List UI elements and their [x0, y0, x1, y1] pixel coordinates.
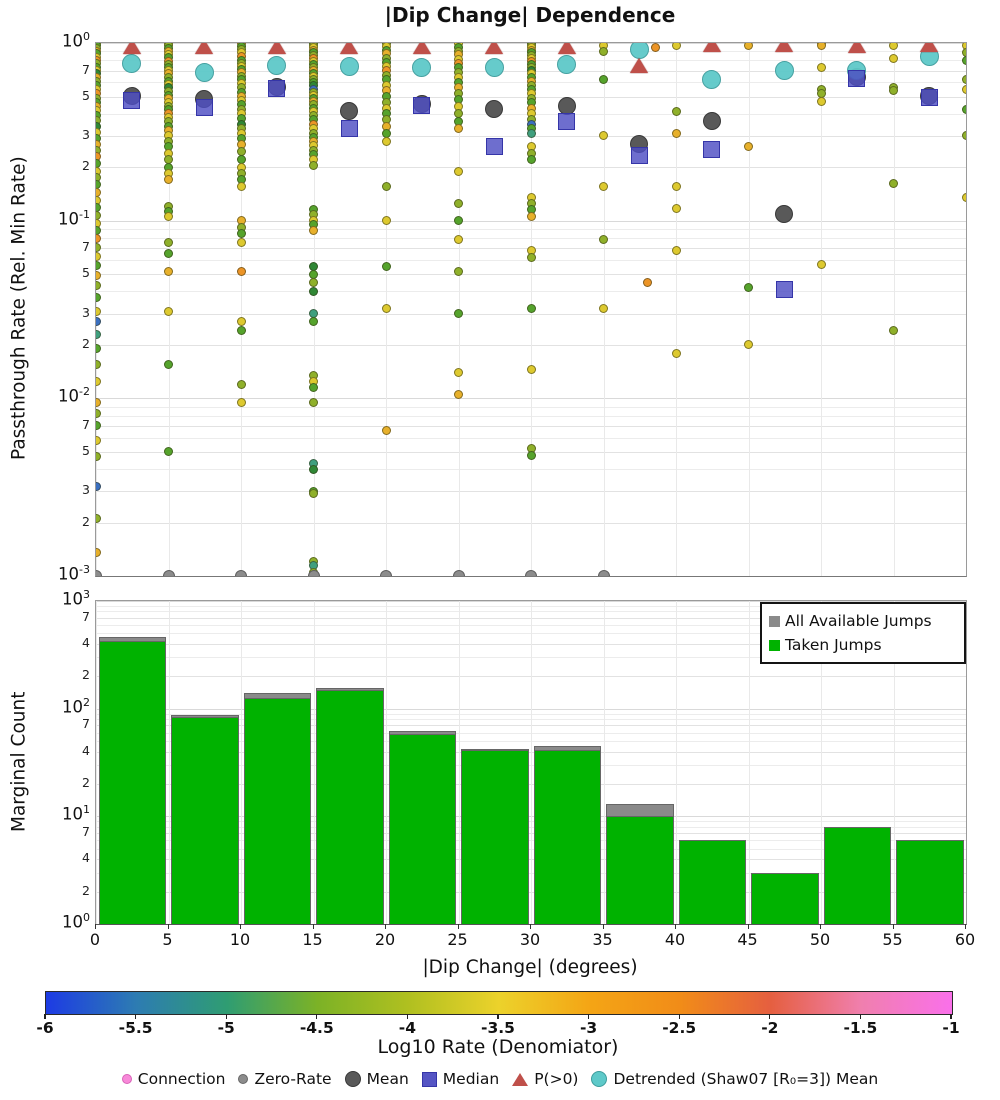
scatter-point: [599, 182, 608, 191]
scatter-point: [309, 398, 318, 407]
x-tick-label: 45: [737, 930, 758, 949]
scatter-point: [309, 383, 318, 392]
y-tick-label: 2: [82, 774, 90, 790]
p-gt0-marker: [920, 42, 938, 52]
bar-taken-jumps: [171, 717, 239, 924]
y-tick-label: $10^2$: [62, 695, 90, 717]
scatter-point: [672, 182, 681, 191]
x-axis-label: |Dip Change| (degrees): [422, 957, 638, 978]
y-tick-label: $10^{-2}$: [58, 385, 90, 406]
scatter-point: [164, 175, 173, 184]
scatter-point: [309, 465, 318, 474]
scatter-point: [599, 131, 608, 140]
scatter-point: [237, 398, 246, 407]
bar-taken-jumps: [244, 698, 312, 924]
y-tick-label: 7: [82, 61, 90, 77]
y-tick-label: 7: [82, 608, 90, 624]
median-marker: [848, 70, 865, 87]
scatter-point: [962, 193, 968, 202]
x-tick-mark: [530, 924, 531, 929]
scatter-point: [95, 548, 101, 557]
x-tick-mark: [893, 924, 894, 929]
scatter-point: [643, 278, 652, 287]
scatter-point: [309, 317, 318, 326]
median-marker: [558, 113, 575, 130]
scatter-point: [237, 326, 246, 335]
scatter-point: [454, 124, 463, 133]
gridline: [676, 43, 677, 576]
colorbar-tick-label: -4.5: [299, 1019, 334, 1037]
scatter-point: [95, 330, 101, 339]
scatter-point: [651, 43, 660, 52]
zero-rate-point: [453, 570, 465, 577]
y-tick-label: 4: [82, 850, 90, 866]
p-gt0-marker: [630, 58, 648, 73]
scatter-point: [309, 226, 318, 235]
colorbar: [45, 991, 953, 1015]
gridline: [314, 601, 315, 924]
scatter-point: [454, 235, 463, 244]
median-marker: [776, 281, 793, 298]
scatter-point: [527, 129, 536, 138]
legend-label: Taken Jumps: [785, 636, 882, 655]
y-tick-label: 7: [82, 716, 90, 732]
scatter-point: [309, 489, 318, 498]
x-tick-label: 10: [229, 930, 251, 949]
scatter-point: [382, 262, 391, 271]
scatter-point: [744, 142, 753, 151]
bar-taken-jumps: [824, 827, 892, 924]
y-tick-label: $10^1$: [62, 803, 90, 824]
p-gt0-marker: [195, 42, 213, 54]
scatter-point: [817, 63, 826, 72]
y-tick-label: 4: [82, 634, 90, 650]
x-tick-mark: [95, 924, 96, 929]
x-tick-label: 35: [592, 930, 613, 949]
gridline: [966, 43, 967, 576]
x-tick-mark: [820, 924, 821, 929]
colorbar-tick-label: -3.5: [481, 1019, 515, 1037]
colorbar-tick-label: -5.5: [118, 1019, 153, 1037]
scatter-point: [382, 182, 391, 191]
zero-rate-point: [525, 570, 537, 577]
scatter-point: [164, 267, 173, 276]
zero-rate-point: [95, 570, 102, 577]
y-tick-label: 7: [82, 416, 90, 432]
scatter-point: [237, 182, 246, 191]
scatter-point: [382, 304, 391, 313]
scatter-point: [527, 155, 536, 164]
x-tick-label: 40: [664, 930, 686, 949]
median-marker: [196, 99, 213, 116]
y-tick-label: 2: [82, 158, 90, 174]
zero-rate-marker-icon: [238, 1074, 248, 1084]
x-tick-label: 5: [162, 930, 173, 949]
x-tick-mark: [458, 924, 459, 929]
legend-item-mean: [345, 1070, 409, 1088]
scatter-point: [95, 452, 101, 461]
scatter-point: [95, 398, 101, 407]
scatter-point: [95, 421, 101, 430]
median-marker: [703, 141, 720, 158]
scatter-point: [527, 212, 536, 221]
scatter-point: [889, 326, 898, 335]
scatter-point: [95, 293, 101, 302]
scatter-point: [454, 368, 463, 377]
scatter-point: [237, 380, 246, 389]
legend-item-detrended: [591, 1070, 878, 1088]
scatter-point: [889, 42, 898, 50]
legend-item-zero-rate: [238, 1070, 331, 1088]
y-tick-label: $10^0$: [62, 30, 90, 51]
scatter-point: [454, 216, 463, 225]
gridline: [386, 601, 387, 924]
scatter-point: [599, 47, 608, 56]
scatter-point: [599, 235, 608, 244]
p-gt0-marker: [703, 42, 721, 52]
mean-marker: [340, 102, 358, 120]
x-tick-label: 60: [954, 930, 976, 949]
bar-taken-jumps: [99, 641, 167, 925]
y-tick-label: 5: [82, 442, 90, 458]
scatter-point: [164, 307, 173, 316]
colorbar-label: Log10 Rate (Denomiator): [377, 1036, 619, 1058]
legend-label: P(>0): [534, 1070, 579, 1088]
bar-legend: [760, 602, 966, 664]
scatter-point: [962, 85, 968, 94]
median-marker: [486, 138, 503, 155]
bar-taken-jumps: [534, 750, 602, 924]
scatter-point: [454, 267, 463, 276]
detrended-marker: [195, 63, 214, 82]
x-tick-mark: [240, 924, 241, 929]
bar-taken-jumps: [896, 840, 964, 924]
zero-rate-point: [308, 570, 320, 577]
legend-label: Zero-Rate: [254, 1070, 332, 1088]
scatter-point: [164, 249, 173, 258]
gridline: [241, 601, 242, 924]
scatter-plot-area: [95, 42, 967, 577]
scatter-point: [309, 161, 318, 170]
bar-taken-jumps: [751, 873, 819, 924]
y-tick-label: 2: [82, 667, 90, 683]
scatter-point: [454, 199, 463, 208]
mean-marker: [703, 112, 721, 130]
legend-label: Detrended (Shaw07 [R₀=3]) Mean: [613, 1070, 879, 1088]
legend-label: Connection: [137, 1070, 226, 1088]
detrended-marker-icon: [591, 1071, 607, 1087]
y-tick-label: $10^3$: [62, 588, 90, 609]
x-tick-label: 15: [302, 930, 323, 949]
scatter-point: [164, 238, 173, 247]
colorbar-tick-label: -1: [942, 1019, 960, 1037]
bar-taken-jumps: [389, 734, 457, 924]
scatter-point: [382, 137, 391, 146]
scatter-point: [672, 107, 681, 116]
scatter-point: [527, 451, 536, 460]
scatter-point: [817, 97, 826, 106]
scatter-point: [95, 409, 101, 418]
y-tick-label: 3: [82, 482, 90, 498]
y-tick-label: 5: [82, 265, 90, 281]
scatter-point: [962, 131, 968, 140]
zero-rate-point: [380, 570, 392, 577]
detrended-marker: [340, 57, 359, 76]
scatter-point: [95, 317, 101, 326]
colorbar-tick-label: -1.5: [843, 1019, 878, 1037]
p-gt0-marker: [123, 42, 141, 54]
scatter-point: [164, 447, 173, 456]
x-tick-mark: [385, 924, 386, 929]
x-tick-label: 25: [447, 930, 468, 949]
x-tick-label: 50: [809, 930, 831, 949]
median-marker: [921, 89, 938, 106]
scatter-point: [817, 260, 826, 269]
bar-taken-jumps: [316, 690, 384, 924]
scatter-point: [527, 365, 536, 374]
detrended-marker: [267, 56, 286, 75]
median-marker: [631, 147, 648, 164]
bar-taken-jumps: [461, 750, 529, 924]
mean-marker: [485, 100, 503, 118]
connection-marker-icon: [122, 1074, 132, 1084]
taken-jumps-swatch-icon: [769, 640, 780, 651]
median-marker: [268, 80, 285, 97]
legend-item-taken-jumps: [769, 633, 957, 657]
y-tick-label: 5: [82, 87, 90, 103]
y-tick-label: 7: [82, 824, 90, 839]
legend-item-p-gt0: [512, 1070, 578, 1088]
gridline: [96, 576, 966, 577]
y-tick-label: 2: [82, 882, 90, 898]
scatter-point: [599, 304, 608, 313]
zero-rate-point: [163, 570, 175, 577]
x-tick-mark: [965, 924, 966, 929]
scatter-point: [95, 261, 101, 270]
x-tick-mark: [313, 924, 314, 929]
scatter-point: [237, 317, 246, 326]
gridline: [749, 601, 750, 924]
scatter-point: [962, 56, 968, 65]
legend-item-connection: [122, 1070, 226, 1088]
scatter-point: [95, 243, 101, 252]
scatter-point: [95, 344, 101, 353]
p-gt0-marker-icon: [512, 1073, 528, 1086]
gridline: [169, 601, 170, 924]
legend-label: Median: [442, 1070, 500, 1088]
scatter-point: [527, 253, 536, 262]
y-tick-label: 3: [82, 304, 90, 320]
scatter-point: [672, 42, 681, 50]
y-tick-label: $10^{-3}$: [58, 563, 90, 584]
y-tick-label: $10^{-1}$: [58, 207, 90, 229]
scatter-point: [672, 129, 681, 138]
scatter-point: [309, 287, 318, 296]
gridline: [531, 601, 532, 924]
x-tick-label: 0: [89, 930, 101, 949]
gridline: [821, 43, 822, 576]
colorbar-tick-label: -6: [36, 1019, 54, 1037]
p-gt0-marker: [775, 42, 793, 52]
gridline: [749, 43, 750, 576]
chart-title: |Dip Change| Dependence: [384, 3, 676, 27]
scatter-point: [454, 309, 463, 318]
scatter-point: [454, 167, 463, 176]
scatter-point: [672, 204, 681, 213]
scatter-point: [237, 229, 246, 238]
gridline: [676, 601, 677, 924]
scatter-point: [95, 307, 101, 316]
scatter-point: [309, 278, 318, 287]
scatter-point: [889, 86, 898, 95]
colorbar-tick-label: -3: [579, 1019, 598, 1037]
p-gt0-marker: [485, 42, 503, 54]
median-marker: [341, 120, 358, 137]
x-tick-mark: [603, 924, 604, 929]
scatter-point: [164, 360, 173, 369]
x-tick-mark: [675, 924, 676, 929]
p-gt0-marker: [268, 42, 286, 54]
scatter-point: [744, 42, 753, 50]
y-tick-label: 2: [82, 335, 90, 351]
bar-taken-jumps: [679, 840, 747, 924]
y-tick-label: 2: [82, 513, 90, 529]
zero-rate-point: [235, 570, 247, 577]
x-tick-mark: [168, 924, 169, 929]
scatter-point: [817, 42, 826, 50]
legend-label: All Available Jumps: [785, 612, 932, 630]
scatter-point: [382, 216, 391, 225]
colorbar-tick-label: -4: [398, 1019, 416, 1037]
mean-marker-icon: [345, 1071, 361, 1087]
x-tick-mark: [748, 924, 749, 929]
scatter-point: [382, 426, 391, 435]
scatter-point: [95, 377, 101, 386]
median-marker: [123, 92, 140, 109]
bar-taken-jumps: [606, 816, 674, 924]
scatter-point: [672, 349, 681, 358]
gridline: [894, 43, 895, 576]
bar-y-axis-label: Marginal Count: [8, 691, 30, 832]
detrended-marker: [630, 42, 649, 59]
x-tick-label: 30: [519, 930, 541, 949]
detrended-marker: [702, 70, 721, 89]
colorbar-tick-label: -5: [217, 1019, 235, 1037]
x-tick-label: 20: [374, 930, 396, 949]
y-tick-label: 3: [82, 126, 90, 142]
gridline: [604, 601, 605, 924]
legend-item-all-jumps: [769, 609, 957, 633]
all-jumps-swatch-icon: [769, 616, 780, 627]
scatter-point: [237, 238, 246, 247]
gridline: [459, 601, 460, 924]
gridline: [96, 601, 97, 924]
scatter-point: [237, 267, 246, 276]
scatter-point: [527, 304, 536, 313]
scatter-point: [672, 246, 681, 255]
detrended-marker: [485, 58, 504, 77]
p-gt0-marker: [340, 42, 358, 54]
detrended-marker: [775, 61, 794, 80]
scatter-point: [889, 179, 898, 188]
colorbar-tick-label: -2: [761, 1019, 779, 1037]
x-tick-label: 55: [882, 930, 903, 949]
legend-label: Mean: [366, 1070, 409, 1088]
scatter-point: [744, 340, 753, 349]
median-marker: [413, 97, 430, 114]
p-gt0-marker: [558, 42, 576, 54]
p-gt0-marker: [413, 42, 431, 54]
y-tick-label: $10^0$: [62, 911, 90, 932]
colorbar-tick-label: -2.5: [662, 1019, 697, 1037]
legend-item-median: [422, 1070, 499, 1088]
zero-rate-point: [598, 570, 610, 577]
gridline: [966, 601, 967, 924]
scatter-point: [95, 360, 101, 369]
y-tick-label: 4: [82, 742, 90, 758]
scatter-y-axis-label: Passthrough Rate (Rel. Min Rate): [8, 156, 30, 461]
detrended-marker: [412, 58, 431, 77]
scatter-point: [95, 436, 101, 445]
p-gt0-marker: [848, 42, 866, 53]
marker-legend: [0, 1070, 1000, 1088]
y-tick-label: 7: [82, 239, 90, 255]
scatter-point: [95, 482, 101, 491]
scatter-point: [95, 271, 101, 280]
scatter-point: [95, 252, 101, 261]
median-marker-icon: [422, 1072, 437, 1087]
scatter-point: [95, 281, 101, 290]
scatter-point: [889, 54, 898, 63]
